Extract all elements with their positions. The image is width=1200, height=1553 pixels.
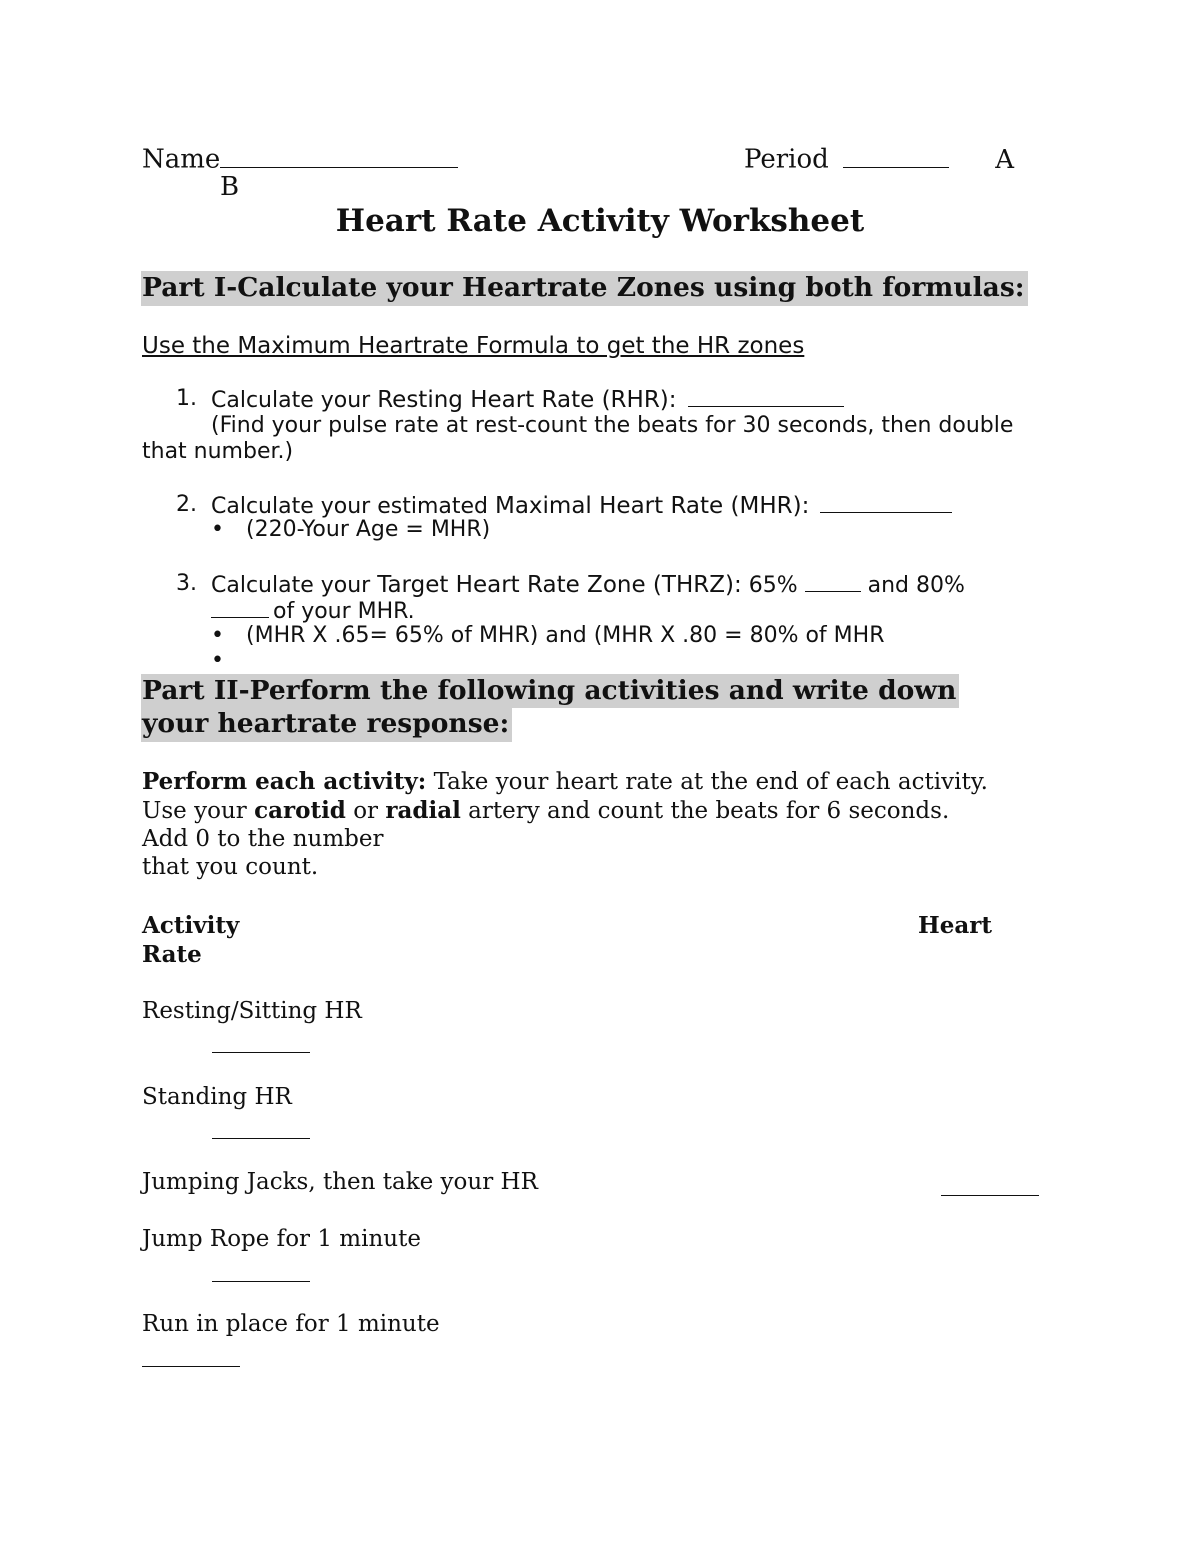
empty-bullet-dot: • xyxy=(211,648,224,673)
jump-rope-hr-field[interactable] xyxy=(212,1281,310,1282)
instructions-line4: that you count. xyxy=(142,854,319,880)
thrz-65-field[interactable] xyxy=(805,570,861,592)
resting-hr-field[interactable] xyxy=(212,1052,310,1053)
instr-carotid: carotid xyxy=(254,797,346,824)
period-label: Period xyxy=(744,144,829,175)
activity-standing: Standing HR xyxy=(142,1084,292,1110)
item3-line xyxy=(211,570,965,598)
item3-number: 3. xyxy=(176,571,197,596)
item3-term: Target Heart Rate Zone (THRZ): xyxy=(377,571,742,598)
name-row xyxy=(142,142,458,175)
item3-line2 xyxy=(211,596,415,624)
item3-pct65: 65% xyxy=(748,572,798,598)
instr-radial: radial xyxy=(385,797,461,824)
item2-line xyxy=(211,491,952,519)
thrz-80-field[interactable] xyxy=(211,596,269,618)
item2-bullet-dot: • xyxy=(211,517,224,542)
instructions-line3: Add 0 to the number xyxy=(142,826,384,852)
item3-bullet-text: (MHR X .65= 65% of MHR) and (MHR X .80 = 80% of MHR xyxy=(246,623,885,648)
name-field[interactable] xyxy=(220,142,458,168)
item1-note-line1: (Find your pulse rate at rest-count the beats for 30 seconds, then double xyxy=(211,413,1014,438)
item3-of-mhr: of your MHR. xyxy=(273,598,415,624)
activity-jump-rope: Jump Rope for 1 minute xyxy=(142,1226,421,1252)
column-activity: Activity xyxy=(142,912,240,939)
activity-jumping-jacks: Jumping Jacks, then take your HR xyxy=(142,1169,538,1195)
page-title: Heart Rate Activity Worksheet xyxy=(335,203,865,239)
rhr-field[interactable] xyxy=(688,385,844,407)
part2-heading-line1: Part II-Perform the following activities and write down xyxy=(141,674,959,708)
instr-bold-lead: Perform each activity: xyxy=(142,768,427,795)
item2-bullet-text: (220-Your Age = MHR) xyxy=(246,517,491,542)
instr-or: or xyxy=(353,798,379,824)
period-option-a[interactable]: A xyxy=(995,144,1015,175)
column-heart: Heart xyxy=(918,912,993,939)
item1-term: Resting Heart Rate (RHR): xyxy=(377,386,677,413)
instr-use: Use your xyxy=(142,798,247,824)
part2-heading-line2: your heartrate response: xyxy=(141,707,512,742)
item2-term: Maximal Heart Rate (MHR): xyxy=(494,492,810,519)
item2-lead: Calculate your estimated xyxy=(211,493,488,519)
jumping-jacks-hr-field[interactable] xyxy=(941,1195,1039,1196)
instr-text1: Take your heart rate at the end of each activity. xyxy=(433,769,988,795)
item1-lead: Calculate your xyxy=(211,387,371,413)
item3-and80: and 80% xyxy=(867,572,965,598)
item1-number: 1. xyxy=(176,386,197,411)
activity-run-in-place: Run in place for 1 minute xyxy=(142,1311,440,1337)
part1-heading: Part I-Calculate your Heartrate Zones using both formulas: xyxy=(141,271,1028,306)
activity-resting: Resting/Sitting HR xyxy=(142,998,362,1024)
part1-subheading: Use the Maximum Heartrate Formula to get the HR zones xyxy=(142,333,805,359)
mhr-field[interactable] xyxy=(820,491,952,513)
item3-lead: Calculate your xyxy=(211,572,371,598)
name-label: Name xyxy=(142,144,221,175)
run-in-place-hr-field[interactable] xyxy=(142,1366,240,1367)
item2-number: 2. xyxy=(176,492,197,517)
instructions-line1 xyxy=(142,768,988,795)
period-field[interactable] xyxy=(843,142,949,168)
instructions-line2 xyxy=(142,797,949,824)
instr-rest: artery and count the beats for 6 seconds. xyxy=(468,798,950,824)
period-option-b[interactable]: B xyxy=(220,172,240,202)
item3-bullet-dot: • xyxy=(211,623,224,648)
standing-hr-field[interactable] xyxy=(212,1138,310,1139)
column-rate: Rate xyxy=(142,941,202,968)
item1-line xyxy=(211,385,844,413)
item1-note-line2: that number.) xyxy=(142,439,294,464)
period-row xyxy=(744,142,1014,175)
